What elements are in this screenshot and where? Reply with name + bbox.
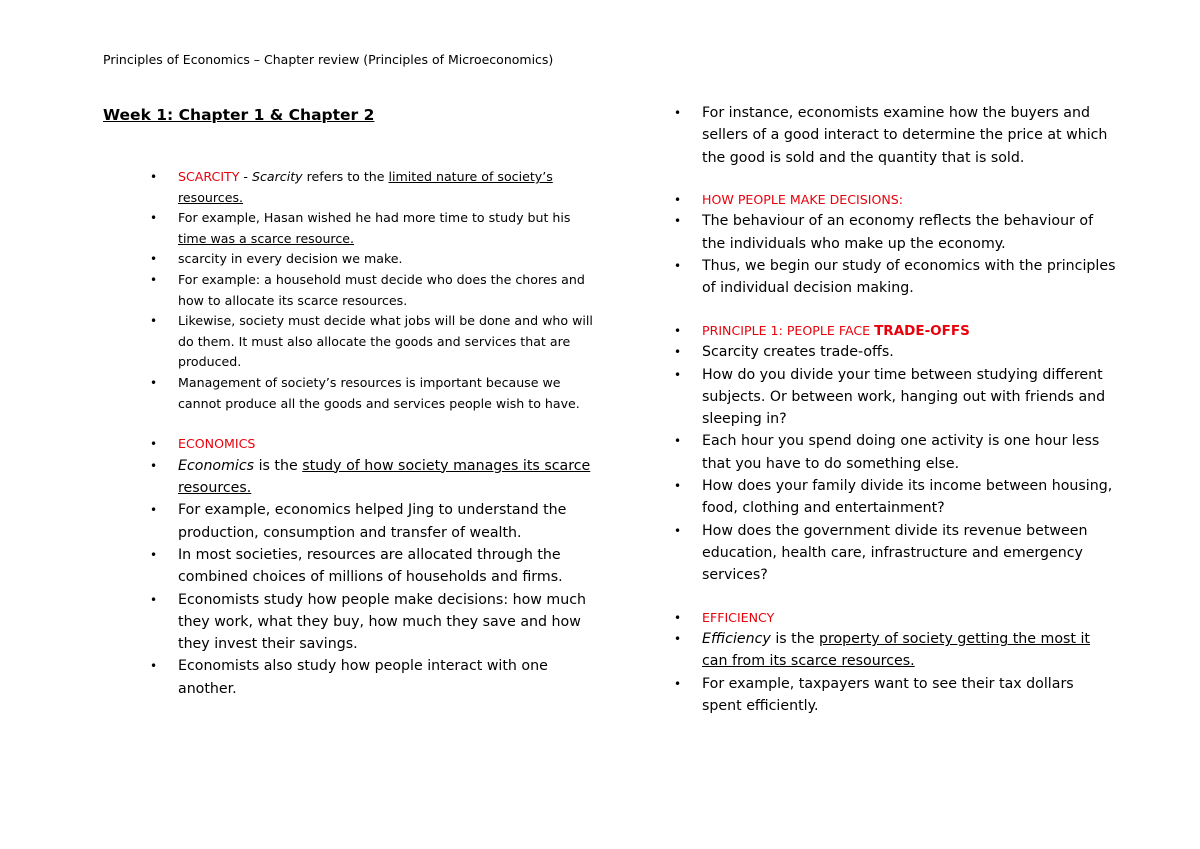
running-header: Principles of Economics – Chapter review (Principles of Microeconomics) xyxy=(103,52,554,67)
bullet-icon: • xyxy=(674,676,682,691)
section-heading: PRINCIPLE 1: PEOPLE FACE xyxy=(702,322,875,338)
list-item: • Thus, we begin our study of economics with the principles of individual decision making. xyxy=(702,255,1116,300)
list-item: • The behaviour of an economy reflects the behaviour of the individuals who make up the economy. xyxy=(702,210,1116,255)
bullet-icon: • xyxy=(150,592,158,607)
list-item: • Likewise, society must decide what jobs will be done and who will do them. It must also allocate the goods and services that are produced. xyxy=(150,313,593,370)
section-heading: ECONOMICS xyxy=(178,436,256,452)
list-item: • Economists also study how people interact with one another. xyxy=(178,655,593,700)
list-item: • PRINCIPLE 1: PEOPLE FACE TRADE-OFFS xyxy=(702,321,1116,342)
scarcity-list xyxy=(103,167,593,414)
list-item: • How do you divide your time between studying different subjects. Or between work, hanging out with friends and sleeping in? xyxy=(702,364,1116,431)
bullet-icon: • xyxy=(674,434,682,449)
section-heading: EFFICIENCY xyxy=(702,609,775,625)
bullet-icon: • xyxy=(150,211,158,226)
economics-list xyxy=(103,434,593,455)
decisions-list xyxy=(676,190,1116,211)
bullet-icon: • xyxy=(150,458,158,473)
list-item: • In most societies, resources are allocated through the combined choices of millions of households and firms. xyxy=(178,544,593,589)
bullet-icon: • xyxy=(150,659,158,674)
term: Scarcity xyxy=(251,169,303,184)
page-title: Week 1: Chapter 1 & Chapter 2 xyxy=(103,106,375,124)
bullet-icon: • xyxy=(674,192,682,207)
list-item: • How does your family divide its income between housing, food, clothing and entertainment? xyxy=(702,475,1116,520)
efficiency-list xyxy=(676,608,1116,629)
definition: property of society getting the most it can from its scarce resources. xyxy=(702,631,1090,670)
section-heading: HOW PEOPLE MAKE DECISIONS: xyxy=(702,191,904,207)
bullet-icon: • xyxy=(150,252,158,267)
list-item: • Scarcity creates trade-offs. xyxy=(702,341,1116,363)
bullet-icon: • xyxy=(150,503,158,518)
bullet-icon: • xyxy=(674,106,682,120)
bullet-icon: • xyxy=(150,170,158,184)
bullet-icon: • xyxy=(674,632,682,647)
list-item: • Economists study how people make decisions: how much they work, what they buy, how much they save and how they invest their savings. xyxy=(178,589,593,656)
list-item: • SCARCITY - Scarcity refers to the limited nature of society’s resources. xyxy=(150,169,553,205)
list-item: • Each hour you spend doing one activity is one hour less that you have to do something else. xyxy=(702,430,1116,475)
bullet-icon: • xyxy=(674,479,682,494)
list-item: • scarcity in every decision we make. xyxy=(178,249,593,270)
principle1-list xyxy=(676,321,1116,342)
list-item: • For example, taxpayers want to see their tax dollars spent efficiently. xyxy=(702,673,1116,718)
list-item: • Efficiency is the property of society getting the most it can from its scarce resources. xyxy=(702,628,1116,673)
term: Efficiency xyxy=(702,631,771,648)
bullet-icon: • xyxy=(674,367,682,382)
bullet-icon: • xyxy=(674,523,682,538)
bullet-icon: • xyxy=(150,547,158,562)
list-item xyxy=(150,434,593,455)
list-item: • Economics is the study of how society manages its scarce resources. xyxy=(178,455,593,500)
bullet-icon: • xyxy=(150,314,158,329)
definition: study of how society manages its scarce resources. xyxy=(178,457,591,497)
bullet-icon: • xyxy=(150,437,158,452)
bullet-icon: • xyxy=(674,214,682,229)
list-item xyxy=(674,190,1116,211)
list-item: • For example, economics helped Jing to understand the production, consumption and transfer of wealth. xyxy=(178,499,593,544)
left-column xyxy=(103,104,593,700)
bullet-icon: • xyxy=(150,375,158,390)
list-item: • For example, Hasan wished he had more time to study but his time was a scarce resource. xyxy=(150,210,571,246)
bullet-icon: • xyxy=(674,610,682,625)
list-item xyxy=(674,608,1116,629)
bullet-icon: • xyxy=(674,345,682,360)
right-column xyxy=(676,102,1116,717)
list-item: • For example: a household must decide who does the chores and how to allocate its scarce resources. xyxy=(150,271,585,308)
definition: limited nature of society’s resources. xyxy=(178,169,553,205)
list-item: • For instance, economists examine how the buyers and sellers of a good interact to determine the price at which the good is sold and the quantity that is sold. xyxy=(702,102,1116,169)
term: Economics xyxy=(178,457,255,474)
continuation-list xyxy=(676,102,1116,169)
bullet-icon: • xyxy=(674,259,682,274)
bullet-icon: • xyxy=(674,323,682,338)
list-item: • How does the government divide its revenue between education, health care, infrastructure and emergency services? xyxy=(702,520,1116,587)
bullet-icon: • xyxy=(150,272,158,287)
section-heading: SCARCITY xyxy=(178,169,240,184)
list-item: • Management of society’s resources is important because we cannot produce all the goods and services people wish to have. xyxy=(150,374,580,411)
